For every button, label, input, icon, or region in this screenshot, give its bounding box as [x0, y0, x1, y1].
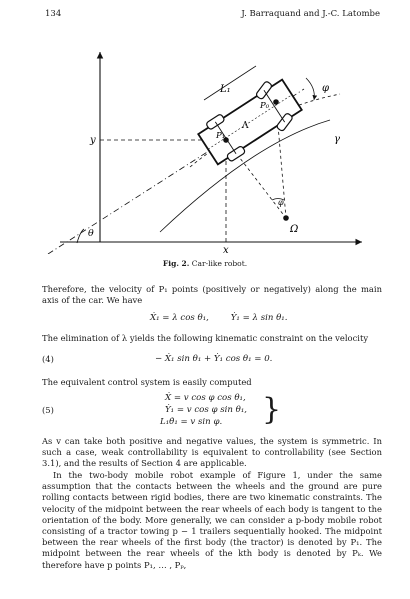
point-p0 — [273, 99, 279, 105]
equation-4: − Ẋ₁ sin θ₁ + Ẏ₁ cos θ₁ = 0. — [155, 354, 273, 364]
equation-number-5: (5) — [42, 405, 54, 415]
equation-velocity: Ẋ₁ = λ cos θ₁, Ẏ₁ = λ sin θ₁. — [150, 313, 288, 323]
label-P0: P₀ — [260, 101, 270, 111]
label-L1: L₁ — [220, 84, 231, 95]
label-x: x — [223, 245, 229, 254]
label-phi-omega: φ — [278, 198, 284, 207]
label-gamma: γ — [334, 134, 340, 145]
equation-5-line-3: L₁θ̇₁ = v sin φ. — [160, 417, 223, 427]
page-number: 134 — [45, 9, 62, 19]
label-phi: φ — [322, 83, 330, 94]
label-omega: Ω — [290, 224, 299, 235]
label-P1: P₁ — [216, 131, 226, 141]
equation-5-brace: } — [262, 392, 282, 427]
caption-label: Fig. 2. — [162, 259, 190, 268]
equation-5-line-2: Ẏ₁ = v cos φ sin θ₁, — [165, 405, 248, 415]
paragraph-3: The equivalent control system is easily computed — [42, 377, 252, 387]
label-lambda: Λ — [242, 121, 249, 131]
figure-caption — [0, 259, 410, 268]
label-theta: θ — [88, 228, 94, 239]
paragraph-1: Therefore, the velocity of P₁ points (positively or negatively) along the main axis of the car. We have — [42, 284, 382, 306]
point-omega — [283, 215, 289, 221]
paragraph-2: The elimination of λ yields the following kinematic constraint on the velocity — [42, 333, 369, 343]
car-like-robot-figure — [40, 42, 370, 254]
caption-text: Car-like robot. — [191, 259, 248, 268]
equation-number-4: (4) — [42, 354, 54, 364]
car-body — [194, 73, 306, 171]
paragraph-5: In the two-body mobile robot example of Figure 1, under the same assumption that the contacts between the wheels and the ground are pure rolling contacts between rigid bodies, there are two kinematic constraints. The velocity of the midpoint between the rear wheels of each body is tangent to the orientation of the body. More generally, we can consider a p-body mobile robot consisting of a tractor towing p − 1 trailers sequentially hooked. The midpoint between the rear wheels of the first body (the tractor) is denoted by P₁. The midpoint between the rear wheels of the kth body is denoted by Pₖ. We therefore have p points P₁, … , Pₚ, — [42, 470, 382, 570]
running-header-authors: J. Barraquand and J.-C. Latombe — [241, 9, 380, 19]
equation-5-line-1: Ẋ = v cos φ cos θ₁, — [165, 393, 246, 403]
paragraph-4: As v can take both positive and negative values, the system is symmetric. In such a case, weak controllability is equivalent to controllability (see Section 3.1), and the results of Section 4 are applicable. — [42, 436, 382, 469]
label-y: y — [90, 135, 96, 146]
